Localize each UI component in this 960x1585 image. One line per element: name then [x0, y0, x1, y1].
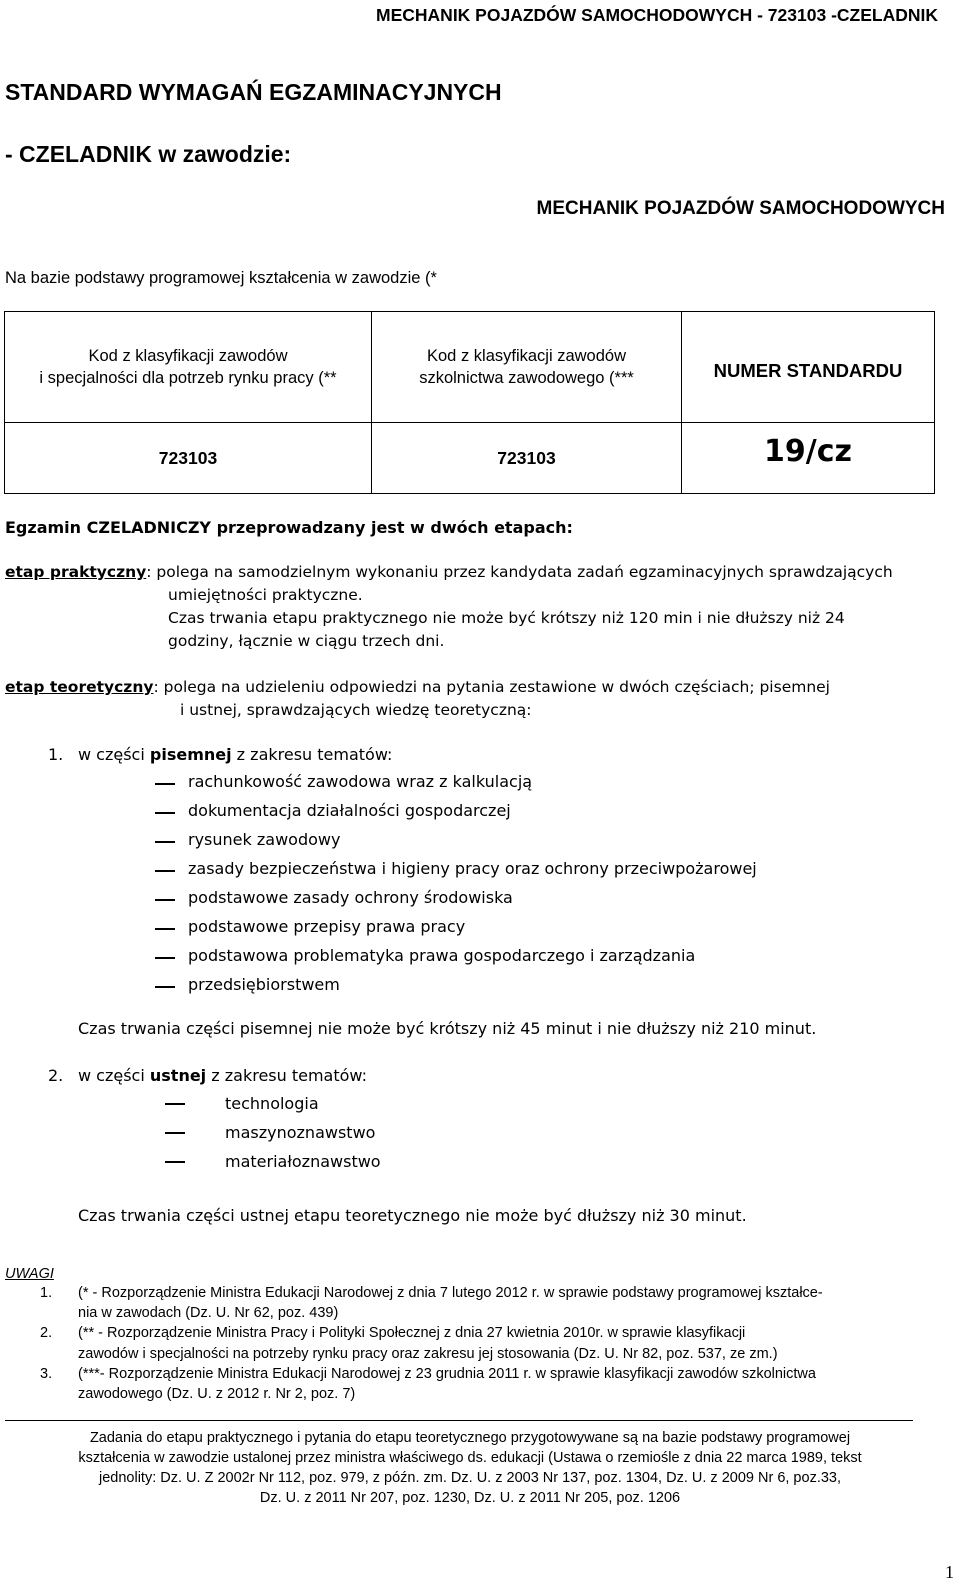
col3-value: 19/cz: [682, 423, 935, 494]
practical-label: etap praktyczny: [5, 563, 147, 581]
written-topic: podstawowe zasady ochrony środowiska: [188, 888, 513, 907]
dash-icon: [165, 1132, 185, 1134]
oral-topic: maszynoznawstwo: [225, 1123, 376, 1142]
col1-value: 723103: [5, 423, 372, 494]
oral-prefix: w części: [78, 1066, 150, 1085]
dash-icon: [155, 957, 175, 959]
written-topic: podstawowe przepisy prawa pracy: [188, 917, 466, 936]
written-prefix: w części: [78, 745, 150, 764]
footer-line: Dz. U. z 2011 Nr 207, poz. 1230, Dz. U. z 2011 Nr 205, poz. 1206: [259, 1490, 681, 1506]
oral-suffix: z zakresu tematów:: [206, 1066, 368, 1085]
practical-line3: Czas trwania etapu praktycznego nie może być krótszy niż 120 min i nie dłuższy niż 24: [168, 609, 845, 627]
dash-icon: [155, 928, 175, 930]
written-topic: rysunek zawodowy: [188, 830, 341, 849]
dash-icon: [155, 783, 175, 785]
profession-name: MECHANIK POJAZDÓW SAMOCHODOWYCH: [536, 198, 945, 219]
note-line: zawodowego (Dz. U. z 2012 r. Nr 2, poz. 7): [78, 1386, 356, 1402]
basis-line: Na bazie podstawy programowej kształcenia w zawodzie (*: [5, 269, 437, 287]
col2-value: 723103: [372, 423, 682, 494]
document-title: STANDARD WYMAGAŃ EGZAMINACYJNYCH: [5, 79, 502, 105]
dash-icon: [155, 986, 175, 988]
written-topic: przedsiębiorstwem: [188, 975, 340, 994]
written-topic: podstawowa problematyka prawa gospodarczego i zarządzania: [188, 946, 696, 965]
footer-line: jednolity: Dz. U. Z 2002r Nr 112, poz. 979, z późn. zm. Dz. U. z 2003 Nr 137, poz. 1304, Dz. U. z 2009 Nr 6, poz.33,: [99, 1470, 841, 1486]
practical-line1: : polega na samodzielnym wykonaniu przez kandydata zadań egzaminacyjnych sprawdzających: [146, 563, 893, 581]
col3-header: NUMER STANDARDU: [682, 312, 935, 423]
practical-line4: godziny, łącznie w ciągu trzech dni.: [168, 632, 445, 650]
note-line: zawodów i specjalności na potrzeby rynku pracy oraz zakresu jej stosowania (Dz. U. Nr 82, poz. 537, ze zm.): [78, 1346, 778, 1362]
note-line: (** - Rozporządzenie Ministra Pracy i Polityki Społecznej z dnia 27 kwietnia 2010r. w sprawie klasyfikacji: [78, 1325, 746, 1341]
col2-header: [372, 312, 682, 423]
footer-line: kształcenia w zawodzie ustalonej przez ministra właściwego ds. edukacji (Ustawa o rzemiośle z dnia 22 marca 1989, tekst: [78, 1450, 862, 1466]
note-line: nia w zawodach (Dz. U. Nr 62, poz. 439): [78, 1305, 339, 1321]
practical-line2: umiejętności praktyczne.: [168, 586, 363, 604]
theoretical-stage: [5, 678, 830, 696]
dash-icon: [155, 870, 175, 872]
theoretical-line1: : polega na udzieleniu odpowiedzi na pytania zestawione w dwóch częściach; pisemnej: [153, 678, 830, 696]
note-number: 3.: [40, 1366, 53, 1382]
dash-icon: [155, 841, 175, 843]
col1-header: [5, 312, 372, 423]
written-part-heading: [78, 745, 392, 764]
dash-icon: [155, 899, 175, 901]
note-number: 2.: [40, 1325, 53, 1341]
notes-heading: UWAGI: [5, 1266, 54, 1282]
theoretical-label: etap teoretyczny: [5, 678, 154, 696]
written-keyword: pisemnej: [149, 745, 232, 764]
theoretical-line2: i ustnej, sprawdzających wiedzę teoretyczną:: [180, 701, 532, 719]
written-suffix: z zakresu tematów:: [231, 745, 393, 764]
document-subtitle: - CZELADNIK w zawodzie:: [5, 141, 292, 167]
note-line: (* - Rozporządzenie Ministra Edukacji Narodowej z dnia 7 lutego 2012 r. w sprawie podstawy programowej kształce-: [78, 1285, 823, 1301]
oral-duration: Czas trwania części ustnej etapu teoretycznego nie może być dłuższy niż 30 minut.: [78, 1206, 747, 1225]
col2-header-line2: szkolnictwa zawodowego (***: [419, 369, 634, 387]
dash-icon: [155, 812, 175, 814]
note-number: 1.: [40, 1285, 53, 1301]
written-part-number: 1.: [48, 745, 64, 764]
footer-line: Zadania do etapu praktycznego i pytania do etapu teoretycznego przygotowywane są na bazie podstawy programowej: [89, 1430, 851, 1446]
written-duration: Czas trwania części pisemnej nie może być krótszy niż 45 minut i nie dłuższy niż 210 minut.: [78, 1019, 817, 1038]
note-line: (***- Rozporządzenie Ministra Edukacji Narodowej z 23 grudnia 2011 r. w sprawie klasyfikacji zawodów szkolnictwa: [78, 1366, 816, 1382]
page-number: 1: [945, 1562, 954, 1582]
oral-keyword: ustnej: [149, 1066, 207, 1085]
oral-topic: technologia: [225, 1094, 319, 1113]
written-topic: zasady bezpieczeństwa i higieny pracy oraz ochrony przeciwpożarowej: [188, 859, 757, 878]
dash-icon: [165, 1161, 185, 1163]
standard-table: [4, 311, 935, 494]
footer-separator: [5, 1420, 913, 1421]
col1-header-line1: Kod z klasyfikacji zawodów: [88, 347, 288, 365]
col1-header-line2: i specjalności dla potrzeb rynku pracy (**: [39, 369, 337, 387]
oral-topic: materiałoznawstwo: [225, 1152, 381, 1171]
written-topic: rachunkowość zawodowa wraz z kalkulacją: [188, 772, 533, 791]
exam-heading: Egzamin CZELADNICZY przeprowadzany jest w dwóch etapach:: [5, 518, 573, 537]
written-topic: dokumentacja działalności gospodarczej: [188, 801, 511, 820]
running-header: MECHANIK POJAZDÓW SAMOCHODOWYCH - 723103 -CZELADNIK: [376, 5, 938, 25]
col2-header-line1: Kod z klasyfikacji zawodów: [427, 347, 626, 365]
dash-icon: [165, 1103, 185, 1105]
oral-part-heading: [78, 1066, 367, 1085]
oral-part-number: 2.: [48, 1066, 64, 1085]
practical-stage: [5, 563, 893, 581]
